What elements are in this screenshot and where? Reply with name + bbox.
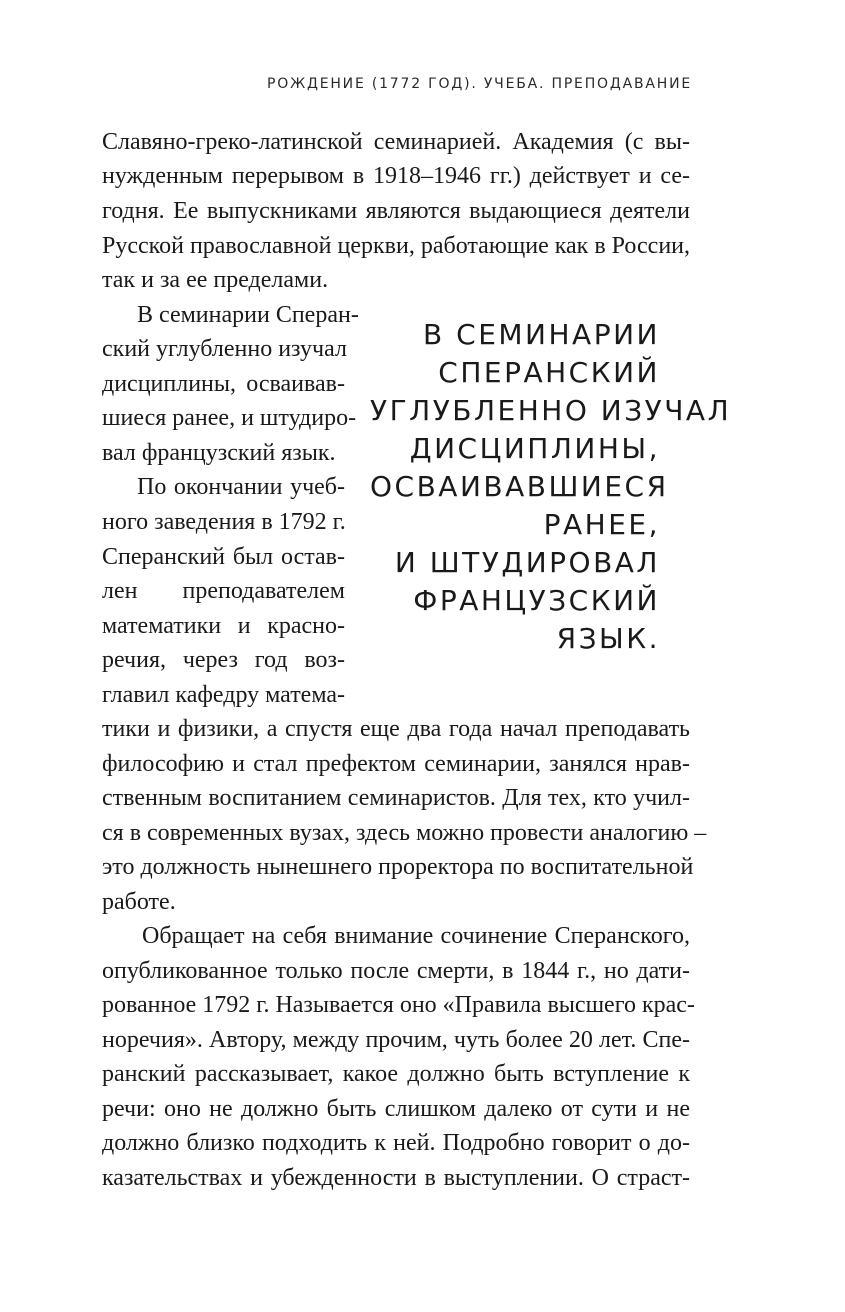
body-line: дисциплины, осваивав- (102, 371, 345, 397)
pull-quote-line: РАНЕЕ, (543, 508, 660, 541)
body-line: шиеся ранее, и штудиро- (102, 405, 357, 431)
body-line: Сперанский был остав- (102, 544, 345, 570)
body-line: речия, через год воз- (102, 647, 345, 673)
body-line: математики и красно- (102, 613, 345, 639)
pull-quote-line: ДИСЦИПЛИНЫ, (409, 432, 660, 465)
body-line: тики и физики, а спустя еще два года начал преподавать (102, 716, 690, 742)
pull-quote-line: УГЛУБЛЕННО ИЗУЧАЛ (370, 394, 732, 427)
body-line: вал французский язык. (102, 440, 336, 466)
body-line: так и за ее пределами. (102, 267, 329, 293)
body-line: главил кафедру матема- (102, 682, 345, 708)
body-line: речи: оно не должно быть слишком далеко от сути и не (102, 1096, 690, 1122)
body-line: ственным воспитанием семинаристов. Для тех, кто учил- (102, 785, 690, 811)
body-line: годня. Ее выпускниками являются выдающиеся деятели (102, 198, 690, 224)
pull-quote-line: ЯЗЫК. (556, 622, 660, 655)
body-line: В семинарии Сперан- (137, 302, 359, 328)
body-line: опубликованное только после смерти, в 1844 г., но дати- (102, 958, 690, 984)
body-line: норечия». Автору, между прочим, чуть более 20 лет. Спе- (102, 1027, 690, 1053)
pull-quote-line: В СЕМИНАРИИ (423, 318, 660, 351)
running-header: РОЖДЕНИЕ (1772 ГОД). УЧЕБА. ПРЕПОДАВАНИЕ (267, 76, 692, 92)
pull-quote-line: ОСВАИВАВШИЕСЯ (370, 470, 669, 503)
body-line: Славяно-греко-латинской семинарией. Академия (с вы- (102, 129, 690, 155)
body-line: ский углубленно изучал (102, 336, 347, 362)
body-line: работе. (102, 889, 176, 915)
body-line: По окончании учеб- (137, 474, 345, 500)
pull-quote-line: И ШТУДИРОВАЛ (394, 546, 660, 579)
pull-quote-line: ФРАНЦУЗСКИЙ (413, 584, 660, 617)
body-line: должно близко подходить к ней. Подробно говорит о до- (102, 1130, 690, 1156)
body-line: Обращает на себя внимание сочинение Сперанского, (142, 923, 690, 949)
body-line: ся в современных вузах, здесь можно провести аналогию – (102, 820, 707, 846)
pull-quote-line: СПЕРАНСКИЙ (438, 356, 660, 389)
body-line: Русской православной церкви, работающие как в России, (102, 233, 690, 259)
body-line: нужденным перерывом в 1918–1946 гг.) действует и се- (102, 163, 690, 189)
body-line: рованное 1792 г. Называется оно «Правила высшего крас- (102, 992, 695, 1018)
body-line: лен преподавателем (102, 578, 345, 604)
body-line: ного заведения в 1792 г. (102, 509, 346, 535)
body-line: это должность нынешнего проректора по воспитательной (102, 854, 694, 880)
body-line: казательствах и убежденности в выступлении. О страст- (102, 1165, 690, 1191)
body-line: философию и стал префектом семинарии, занялся нрав- (102, 751, 690, 777)
body-line: ранский рассказывает, какое должно быть вступление к (102, 1061, 690, 1087)
